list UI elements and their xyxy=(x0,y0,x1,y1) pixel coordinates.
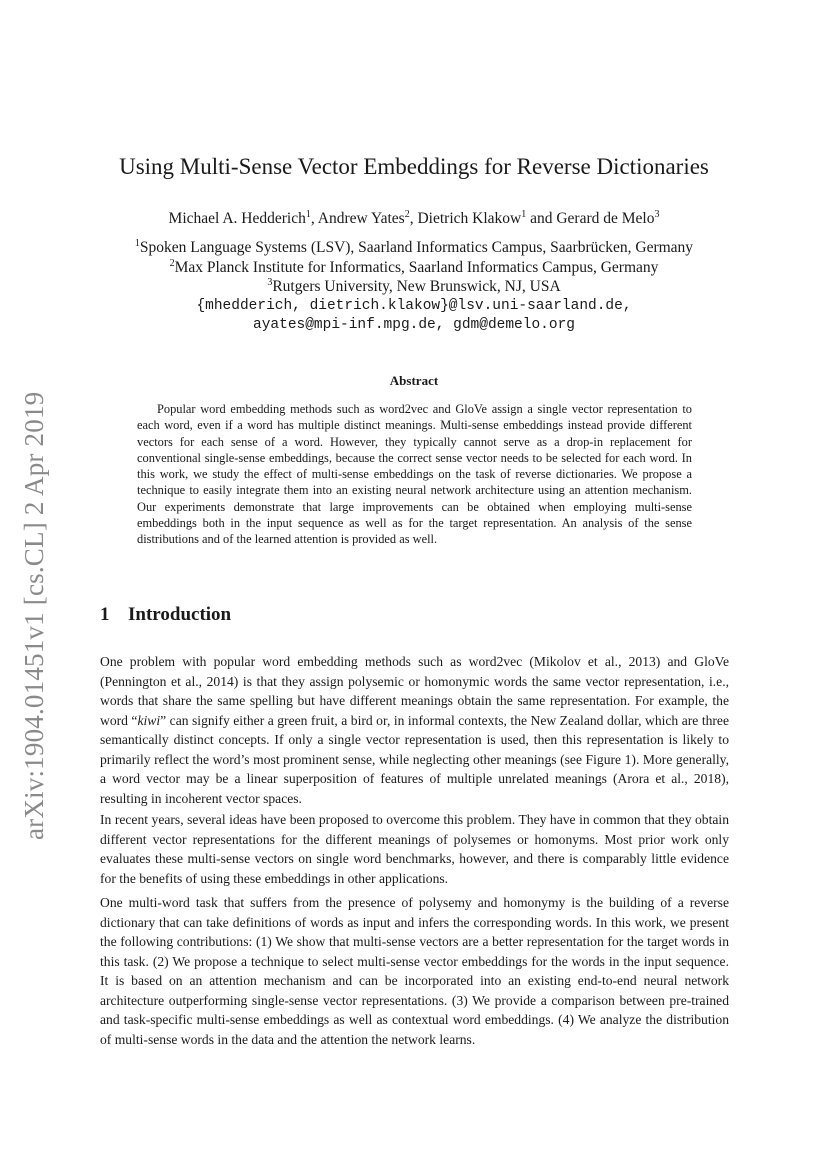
affiliation-line xyxy=(0,238,828,258)
body-paragraph: In recent years, several ideas have been proposed to overcome this problem. They have in common that they obtain different vector representations for the different meanings of polysemes or homonyms. Most prior work only evaluates these multi-sense vectors on single word benchmarks, however, and there is comparably little evidence for the benefits of using these embeddings in other applications. xyxy=(100,812,729,886)
author-name: Gerard de Melo xyxy=(556,210,655,227)
author-separator: , xyxy=(310,210,318,227)
affiliation-text: Max Planck Institute for Informatics, Saarland Informatics Campus, Germany xyxy=(174,258,659,276)
emphasized-term: kiwi xyxy=(137,712,161,728)
affiliation-block xyxy=(0,238,828,336)
affiliation-mark: 3 xyxy=(267,277,273,288)
paper-title: Using Multi-Sense Vector Embeddings for Reverse Dictionaries xyxy=(119,154,709,179)
author-name: Dietrich Klakow xyxy=(417,210,522,227)
affiliation-line xyxy=(0,258,828,278)
arxiv-identifier-stamp: arXiv:1904.01451v1 [cs.CL] 2 Apr 2019 xyxy=(19,391,49,840)
email-line: {mhedderich, dietrich.klakow}@lsv.uni-saarland.de, xyxy=(196,297,632,314)
paragraph-text: One problem with popular word embedding methods such as word2vec (Mikolov et al., 2013) and GloVe (Pennington et al., 2014) is that they assign polysemic or homonymic words the same vector representation, i.e., words that share the same spelling but have different meanings obtain the same representation. For example, the word “ xyxy=(100,654,729,728)
section-number: 1 xyxy=(100,604,110,625)
paragraph-text: ” can signify either a green fruit, a bird or, in informal contexts, the New Zealand dollar, which are three semantically distinct concepts. If only a single vector representation is used, then this representation is likely to primarily reflect the word’s most prominent sense, while neglecting other meanings (see Figure 1). More generally, a word vector may be a linear superposition of features of multiple unrelated meanings (Arora et al., 2018), resulting in incoherent vector spaces. xyxy=(100,712,729,806)
author-name: Andrew Yates xyxy=(317,210,405,227)
author-separator: and xyxy=(526,210,557,227)
affiliation-text: Rutgers University, New Brunswick, NJ, USA xyxy=(272,278,561,295)
email-line: ayates@mpi-inf.mpg.de, gdm@demelo.org xyxy=(253,317,575,333)
affiliation-mark: 2 xyxy=(404,209,410,220)
body-paragraph xyxy=(100,652,729,808)
section-heading xyxy=(100,603,231,627)
affiliation-mark: 3 xyxy=(654,209,660,220)
author-list xyxy=(0,208,828,230)
affiliation-line xyxy=(0,277,828,297)
abstract-heading: Abstract xyxy=(389,373,439,388)
affiliation-mark: 2 xyxy=(169,257,175,269)
affiliation-mark: 1 xyxy=(305,209,311,220)
author-name: Michael A. Hedderich xyxy=(168,210,306,227)
author-separator: , xyxy=(409,210,418,227)
affiliation-mark: 1 xyxy=(521,209,527,220)
abstract-text: Popular word embedding methods such as word2vec and GloVe assign a single vector representation to each word, even if a word has multiple distinct meanings. Multi-sense embeddings instead provide different vectors for each sense of a word. However, they typically cannot serve as a drop-in replacement for conventional single-sense embeddings, because the correct sense vector needs to be selected for each word. In this work, we study the effect of multi-sense embeddings on the task of reverse dictionaries. We propose a technique to easily integrate them into an existing neural network architecture using an attention mechanism. Our experiments demonstrate that large improvements can be obtained when employing multi-sense embeddings both in the input sequence as well as for the target representation. An analysis of the sense distributions and of the learned attention is provided as well. xyxy=(137,402,692,547)
affiliation-text: Spoken Language Systems (LSV), Saarland Informatics Campus, Saarbrücken, Germany xyxy=(139,239,694,256)
section-title: Introduction xyxy=(128,604,232,625)
affiliation-mark: 1 xyxy=(134,238,140,249)
body-paragraph: One multi-word task that suffers from the presence of polysemy and homonymy is the building of a reverse dictionary that can take definitions of words as input and infers the corresponding words. In this work, we present the following contributions: (1) We show that multi-sense vectors are a better representation for the target words in this task. (2) We propose a technique to select multi-sense vector embeddings for the words in the input sequence. It is based on an attention mechanism and can be incorporated into an existing end-to-end neural network architecture outperforming single-sense vector representations. (3) We provide a comparison between pre-trained and task-specific multi-sense embeddings as well as contextual word embeddings. (4) We analyze the distribution of multi-sense words in the data and the attention the network learns. xyxy=(100,895,729,1047)
